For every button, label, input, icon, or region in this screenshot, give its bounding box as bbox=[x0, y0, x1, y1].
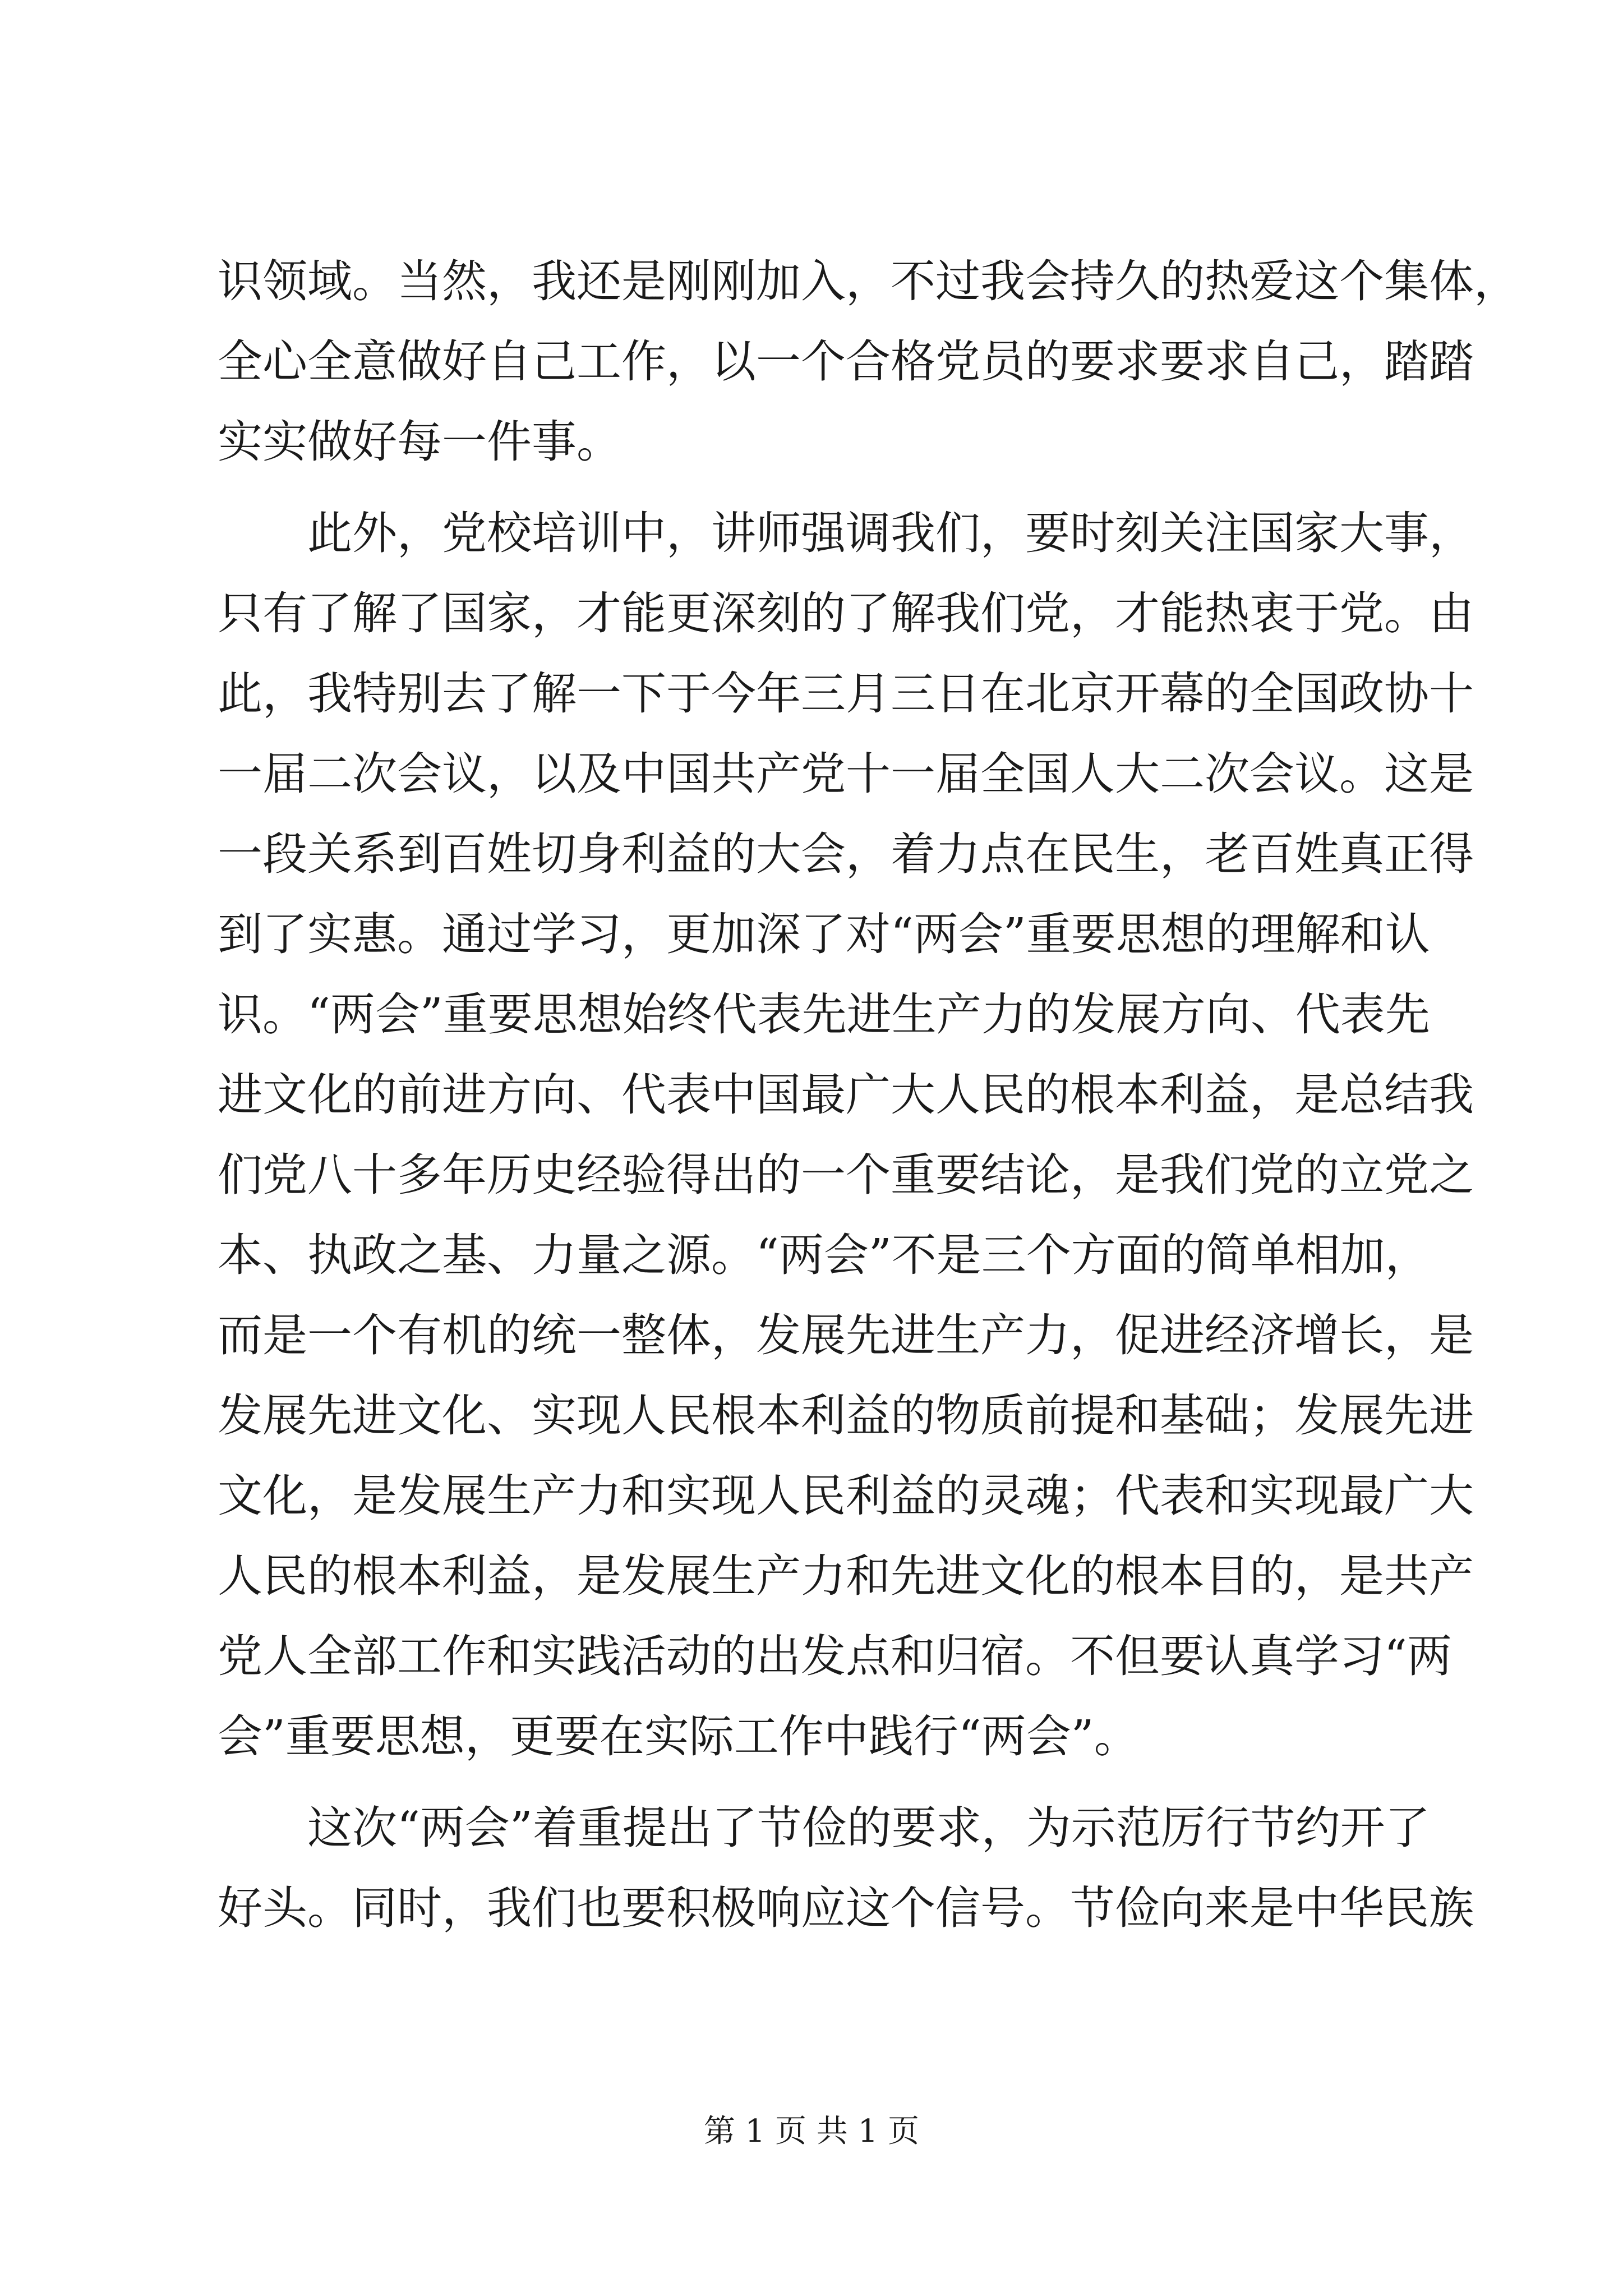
text-line: 实实做好每一件事。 bbox=[218, 416, 621, 468]
page-footer bbox=[0, 2109, 1623, 2154]
page-number-label: 第 1 页 共 1 页 bbox=[703, 2113, 920, 2150]
text-line: 一段关系到百姓切身利益的大会，着力点在民生，老百姓真正得 bbox=[218, 828, 1474, 880]
text-line: 全心全意做好自己工作，以一个合格党员的要求要求自己，踏踏 bbox=[218, 335, 1474, 388]
document-body bbox=[218, 241, 1519, 1948]
text-line: 进文化的前进方向、代表中国最广大人民的根本利益，是总结我 bbox=[218, 1069, 1474, 1121]
paragraph-first-line: 这次“两会”着重提出了节俭的要求，为示范厉行节约开了 bbox=[307, 1802, 1430, 1854]
text-line: 而是一个有机的统一整体，发展先进生产力，促进经济增长，是 bbox=[218, 1309, 1474, 1361]
text-line: 们党八十多年历史经验得出的一个重要结论，是我们党的立党之 bbox=[218, 1149, 1474, 1201]
text-line: 只有了解了国家，才能更深刻的了解我们党，才能热衷于党。由 bbox=[218, 587, 1474, 639]
text-line: 文化，是发展生产力和实现人民利益的灵魂；代表和实现最广大 bbox=[218, 1470, 1474, 1522]
paragraph-first-line: 此外，党校培训中，讲师强调我们，要时刻关注国家大事， bbox=[307, 507, 1474, 559]
text-line: 识领域。当然，我还是刚刚加入，不过我会持久的热爱这个集体， bbox=[218, 255, 1519, 307]
text-line: 人民的根本利益，是发展生产力和先进文化的根本目的，是共产 bbox=[218, 1550, 1474, 1602]
text-line: 会”重要思想，更要在实际工作中践行“两会”。 bbox=[218, 1710, 1139, 1763]
text-line: 本、执政之基、力量之源。“两会”不是三个方面的简单相加， bbox=[218, 1229, 1430, 1281]
text-line: 发展先进文化、实现人民根本利益的物质前提和基础；发展先进 bbox=[218, 1389, 1474, 1442]
text-line: 此，我特别去了解一下于今年三月三日在北京开幕的全国政协十 bbox=[218, 668, 1474, 720]
text-line: 一届二次会议，以及中国共产党十一届全国人大二次会议。这是 bbox=[218, 748, 1474, 800]
text-line: 识。“两会”重要思想始终代表先进生产力的发展方向、代表先 bbox=[218, 988, 1430, 1041]
text-line: 到了实惠。通过学习，更加深了对“两会”重要思想的理解和认 bbox=[218, 908, 1430, 960]
text-line: 好头。同时，我们也要积极响应这个信号。节俭向来是中华民族 bbox=[218, 1882, 1474, 1934]
text-line: 党人全部工作和实践活动的出发点和归宿。不但要认真学习“两 bbox=[218, 1630, 1452, 1682]
